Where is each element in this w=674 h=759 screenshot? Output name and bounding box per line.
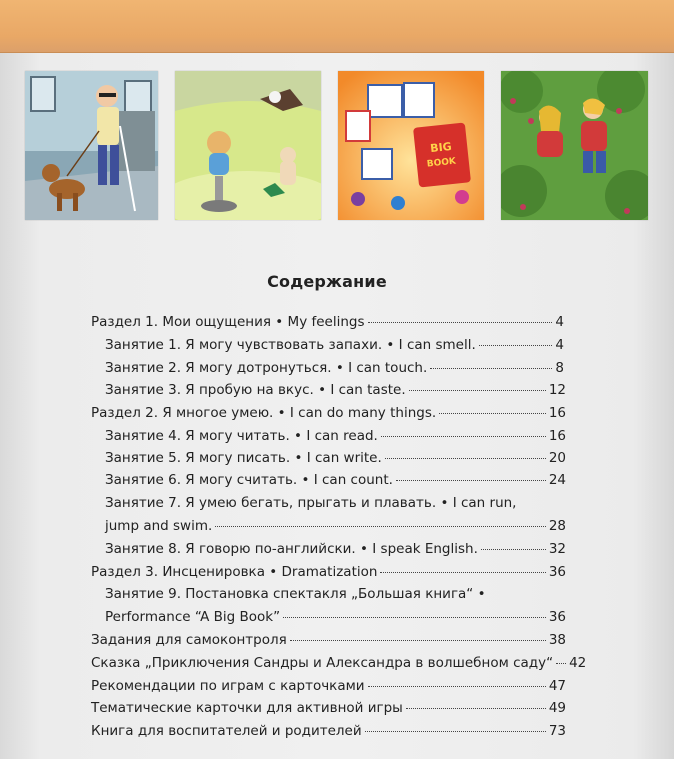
toc-entry-card-games <box>91 677 566 695</box>
toc-leader <box>215 526 546 527</box>
toc-page-number: 16 <box>548 405 566 421</box>
toc-page-number: 8 <box>555 360 564 376</box>
toc-leader <box>380 572 545 573</box>
toc-page-number: 36 <box>548 609 566 625</box>
toc-entry-lesson-9 <box>105 608 566 626</box>
toc-leader <box>381 436 546 437</box>
toc-page-number: 38 <box>548 632 566 648</box>
toc-leader <box>368 322 553 323</box>
toc-leader <box>556 663 566 664</box>
toc-leader <box>365 731 546 732</box>
cover-band <box>0 0 674 53</box>
toc-entry-text: Рекомендации по играм с карточками <box>91 678 365 694</box>
toc-page-number: 20 <box>548 450 566 466</box>
illustration-big-book <box>338 71 484 220</box>
toc-entry-text: Performance “A Big Book” <box>105 609 281 625</box>
toc-leader <box>406 708 546 709</box>
toc-entry-text: Раздел 2. Я многое умею. • I can do many things. <box>91 405 437 421</box>
toc-page-number: 36 <box>548 564 566 580</box>
toc-page-number: 24 <box>548 472 566 488</box>
toc-entry-lesson-7 <box>105 517 566 535</box>
toc-entry-fairy-tale <box>91 654 587 672</box>
svg-text:BIG: BIG <box>429 139 453 156</box>
toc-page-number: 4 <box>555 314 564 330</box>
table-of-contents-heading: Содержание <box>267 272 387 291</box>
toc-entry-text: Раздел 3. Инсценировка • Dramatization <box>91 564 378 580</box>
toc-page-number: 4 <box>555 337 564 353</box>
toc-leader <box>368 686 546 687</box>
toc-page-number: 49 <box>548 700 566 716</box>
toc-entry-text: Занятие 2. Я могу дотронуться. • I can touch. <box>105 360 428 376</box>
toc-page-number: 42 <box>569 655 587 671</box>
toc-page-number: 16 <box>548 428 566 444</box>
toc-leader <box>481 549 546 550</box>
toc-entry-self-check <box>91 631 566 649</box>
toc-leader <box>290 640 546 641</box>
toc-leader <box>479 345 553 346</box>
toc-entry-text: Занятие 1. Я могу чувствовать запахи. • I can smell. <box>105 337 476 353</box>
toc-entry-theme-cards <box>91 699 566 717</box>
toc-entry-section-1 <box>91 313 564 331</box>
toc-page-number: 47 <box>548 678 566 694</box>
toc-page-number: 28 <box>548 518 566 534</box>
toc-entry-text: jump and swim. <box>105 518 213 534</box>
toc-entry-lesson-7-line1: Занятие 7. Я умею бегать, прыгать и плавать. • I can run, <box>105 495 517 511</box>
toc-entry-text: Занятие 6. Я могу считать. • I can count. <box>105 472 393 488</box>
toc-entry-lesson-1 <box>105 336 564 354</box>
toc-page-number: 73 <box>548 723 566 739</box>
illustration-blind-man-with-dog <box>25 71 158 220</box>
toc-leader <box>283 617 546 618</box>
toc-entry-lesson-9-line1: Занятие 9. Постановка спектакля „Большая книга“ • <box>105 586 486 602</box>
toc-page-number: 12 <box>548 382 566 398</box>
toc-entry-parents-book <box>91 722 566 740</box>
toc-entry-lesson-6 <box>105 471 566 489</box>
illustration-circus-animals <box>175 71 321 220</box>
toc-entry-text: Занятие 5. Я могу писать. • I can write. <box>105 450 382 466</box>
toc-entry-lesson-5 <box>105 449 566 467</box>
svg-text:BOOK: BOOK <box>426 156 457 170</box>
toc-leader <box>396 480 546 481</box>
toc-leader <box>430 368 552 369</box>
toc-entry-lesson-4 <box>105 427 566 445</box>
toc-leader <box>409 390 546 391</box>
toc-entry-text: Занятие 4. Я могу читать. • I can read. <box>105 428 378 444</box>
toc-leader <box>439 413 546 414</box>
toc-leader <box>385 458 546 459</box>
toc-entry-text: Книга для воспитателей и родителей <box>91 723 362 739</box>
toc-entry-text: Раздел 1. Мои ощущения • My feelings <box>91 314 365 330</box>
toc-entry-lesson-2 <box>105 359 564 377</box>
illustration-children-garden <box>501 71 648 220</box>
toc-entry-text: Сказка „Приключения Сандры и Александра в волшебном саду“ <box>91 655 554 671</box>
toc-entry-section-2 <box>91 404 566 422</box>
toc-entry-text: Задания для самоконтроля <box>91 632 287 648</box>
toc-entry-text: Занятие 8. Я говорю по-английски. • I speak English. <box>105 541 478 557</box>
toc-page-number: 32 <box>548 541 566 557</box>
toc-entry-text: Тематические карточки для активной игры <box>91 700 403 716</box>
toc-entry-text: Занятие 3. Я пробую на вкус. • I can taste. <box>105 382 406 398</box>
toc-entry-section-3 <box>91 563 566 581</box>
toc-entry-lesson-8 <box>105 540 566 558</box>
toc-entry-lesson-3 <box>105 381 566 399</box>
